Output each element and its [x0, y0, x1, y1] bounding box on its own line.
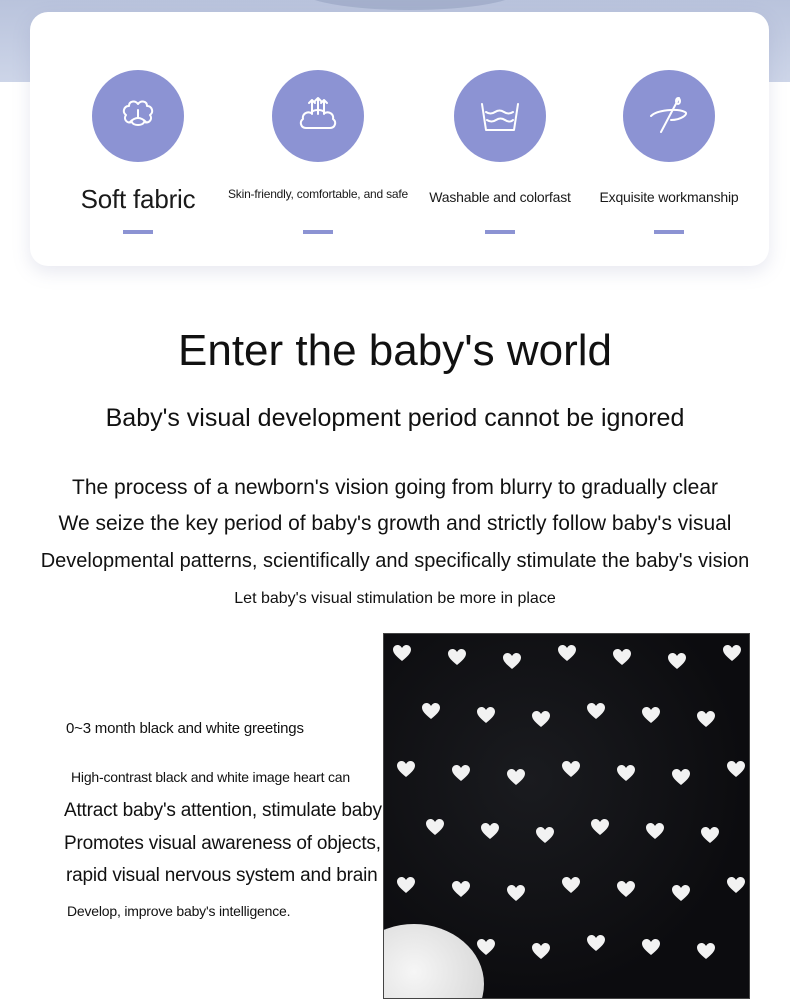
feature-underline	[654, 230, 684, 234]
heart-print-icon	[561, 760, 581, 778]
heart-print-icon	[700, 826, 720, 844]
heart-print-icon	[535, 826, 555, 844]
heart-print-icon	[645, 822, 665, 840]
heart-print-icon	[696, 710, 716, 728]
detail-line: Promotes visual awareness of objects,	[64, 833, 381, 854]
heart-print-icon	[612, 648, 632, 666]
detail-line: 0~3 month black and white greetings	[66, 720, 304, 737]
heart-print-icon	[616, 764, 636, 782]
plush-white-ear	[383, 924, 484, 999]
needle-thread-icon	[623, 70, 715, 162]
feature-soft-fabric	[48, 12, 228, 266]
heart-print-icon	[671, 884, 691, 902]
heart-print-icon	[531, 942, 551, 960]
heart-print-icon	[396, 876, 416, 894]
feature-card	[30, 12, 769, 266]
heart-print-icon	[506, 768, 526, 786]
heart-print-icon	[671, 768, 691, 786]
heart-print-icon	[447, 648, 467, 666]
section-title: Enter the baby's world	[178, 326, 612, 375]
heart-print-icon	[396, 760, 416, 778]
heart-print-icon	[480, 822, 500, 840]
feature-underline	[303, 230, 333, 234]
heart-print-icon	[392, 644, 412, 662]
paragraph-line: Let baby's visual stimulation be more in place	[234, 590, 556, 607]
heart-print-icon	[502, 652, 522, 670]
detail-line: Attract baby's attention, stimulate baby	[64, 800, 382, 821]
heart-print-icon	[616, 880, 636, 898]
feature-label: Skin-friendly, comfortable, and safe	[228, 187, 409, 201]
heart-print-icon	[425, 818, 445, 836]
heart-print-icon	[590, 818, 610, 836]
heart-print-icon	[451, 764, 471, 782]
cotton-icon	[92, 70, 184, 162]
product-photo-heart-pattern	[383, 633, 750, 999]
detail-line: High-contrast black and white image heart can	[71, 769, 350, 785]
feature-underline	[123, 230, 153, 234]
heart-print-icon	[641, 938, 661, 956]
heart-print-icon	[476, 938, 496, 956]
feature-label: Washable and colorfast	[429, 189, 571, 205]
heart-print-icon	[667, 652, 687, 670]
paragraph-line: Developmental patterns, scientifically and specifically stimulate the baby's vision	[40, 550, 750, 572]
feature-underline	[485, 230, 515, 234]
heart-print-icon	[696, 942, 716, 960]
detail-line: Develop, improve baby's intelligence.	[67, 903, 291, 919]
paragraph-line: The process of a newborn's vision going from blurry to gradually clear	[72, 476, 718, 499]
heart-print-icon	[557, 644, 577, 662]
feature-washable	[410, 12, 590, 266]
heart-print-icon	[726, 760, 746, 778]
heart-print-icon	[586, 702, 606, 720]
paragraph-line: We seize the key period of baby's growth and strictly follow baby's visual	[58, 512, 732, 535]
heart-print-icon	[476, 706, 496, 724]
section-subtitle: Baby's visual development period cannot be ignored	[105, 404, 685, 432]
breathable-cloud-icon	[272, 70, 364, 162]
feature-workmanship	[579, 12, 759, 266]
heart-print-icon	[451, 880, 471, 898]
feature-skin-friendly	[228, 12, 408, 266]
detail-line: rapid visual nervous system and brain	[66, 865, 378, 886]
heart-print-icon	[561, 876, 581, 894]
feature-label: Exquisite workmanship	[599, 189, 739, 205]
heart-print-icon	[586, 934, 606, 952]
water-wash-icon	[454, 70, 546, 162]
heart-print-icon	[641, 706, 661, 724]
feature-label: Soft fabric	[80, 184, 196, 214]
heart-print-icon	[531, 710, 551, 728]
heart-print-icon	[726, 876, 746, 894]
heart-print-icon	[722, 644, 742, 662]
heart-print-icon	[506, 884, 526, 902]
heart-print-icon	[421, 702, 441, 720]
